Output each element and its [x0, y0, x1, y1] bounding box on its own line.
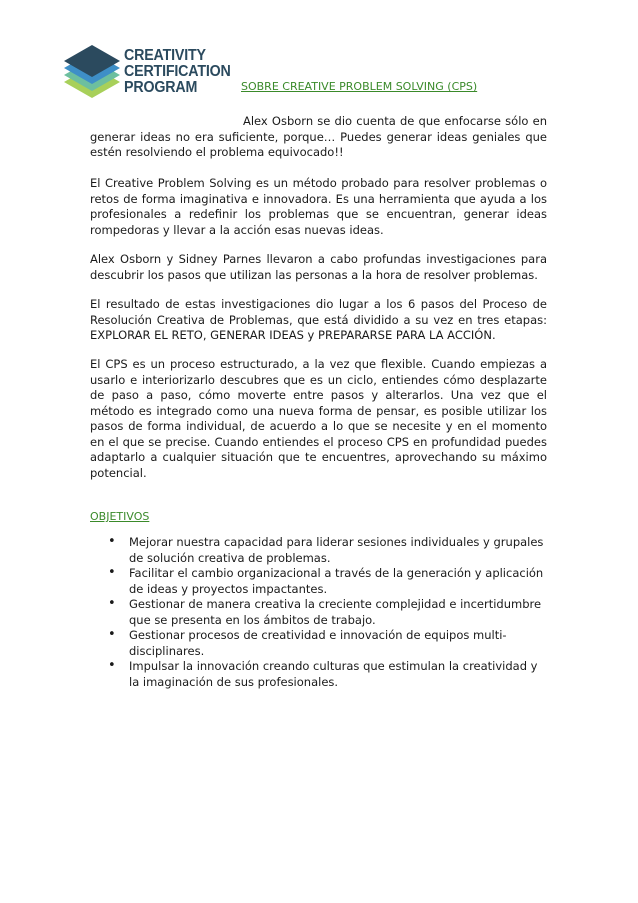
list-item — [90, 597, 547, 628]
list-item — [90, 628, 547, 659]
objetivos-title: OBJETIVOS — [90, 510, 150, 523]
list-item-text: Gestionar de manera creativa la creciente complejidad e incertidumbre que se presenta en los ámbitos de trabajo. — [129, 597, 542, 627]
bullet-icon: • — [108, 658, 116, 673]
paragraph-structured-process: El CPS es un proceso estructurado, a la vez que flexible. Cuando empiezas a usarlo e interiorizarlo descubres que es un ciclo, entiendes cómo desplazarte de paso a paso, cómo moverte entre pasos y alterarlos. Una vez que el método es integrado como una nueva forma de pensar, es posible utilizar los pasos de forma individual, de acuerdo a lo que se necesite y en el momento en el que se precise. Cuando entiendes el proceso CPS en profundidad puedes adaptarlo a cualquier situación que te encuentres, aprovechando su máximo potencial. — [90, 357, 547, 480]
paragraph-osborn: Alex Osborn se dio cuenta de que enfocarse sólo en generar ideas no era suficiente, porque… Puedes generar ideas geniales que estén resolviendo el problema equivocado!! — [90, 114, 547, 159]
objetivos-list — [90, 535, 547, 690]
list-item-text: Gestionar procesos de creatividad e innovación de equipos multi-disciplinares. — [129, 628, 507, 658]
paragraph-research: Alex Osborn y Sidney Parnes llevaron a cabo profundas investigaciones para descubrir los pasos que utilizan las personas a la hora de resolver problemas. — [90, 252, 547, 282]
list-item — [90, 659, 547, 690]
bullet-icon: • — [108, 565, 116, 580]
list-item — [90, 566, 547, 597]
bullet-icon: • — [108, 596, 116, 611]
logo-line-2: CERTIFICATION — [124, 63, 231, 80]
list-item-text: Impulsar la innovación creando culturas que estimulan la creatividad y la imaginación de sus profesionales. — [129, 659, 538, 689]
logo — [62, 44, 231, 114]
list-item-text: Mejorar nuestra capacidad para liderar sesiones individuales y grupales de solución creativa de problemas. — [129, 535, 544, 565]
paragraph-six-steps: El resultado de estas investigaciones dio lugar a los 6 pasos del Proceso de Resolución Creativa de Problemas, que está dividido a su vez en tres etapas: EXPLORAR EL RETO, GENERAR IDEAS y PREPARARSE PARA LA ACCIÓN. — [90, 297, 547, 342]
logo-wordmark — [124, 48, 231, 96]
section-title: SOBRE CREATIVE PROBLEM SOLVING (CPS) — [241, 80, 478, 93]
paragraph-cps-definition: El Creative Problem Solving es un método probado para resolver problemas o retos de forma imaginativa e innovadora. Es una herramienta que ayuda a los profesionales a redefinir los problemas que se encuentran, generar ideas rompedoras y llevar a la acción esas nuevas ideas. — [90, 176, 547, 237]
bullet-icon: • — [108, 627, 116, 642]
logo-diamond-icon — [62, 44, 122, 110]
list-item-text: Facilitar el cambio organizacional a través de la generación y aplicación de ideas y proyectos impactantes. — [129, 566, 544, 596]
logo-line-3: PROGRAM — [124, 79, 198, 96]
list-item — [90, 535, 547, 566]
logo-line-1: CREATIVITY — [124, 47, 206, 64]
bullet-icon: • — [108, 534, 116, 549]
